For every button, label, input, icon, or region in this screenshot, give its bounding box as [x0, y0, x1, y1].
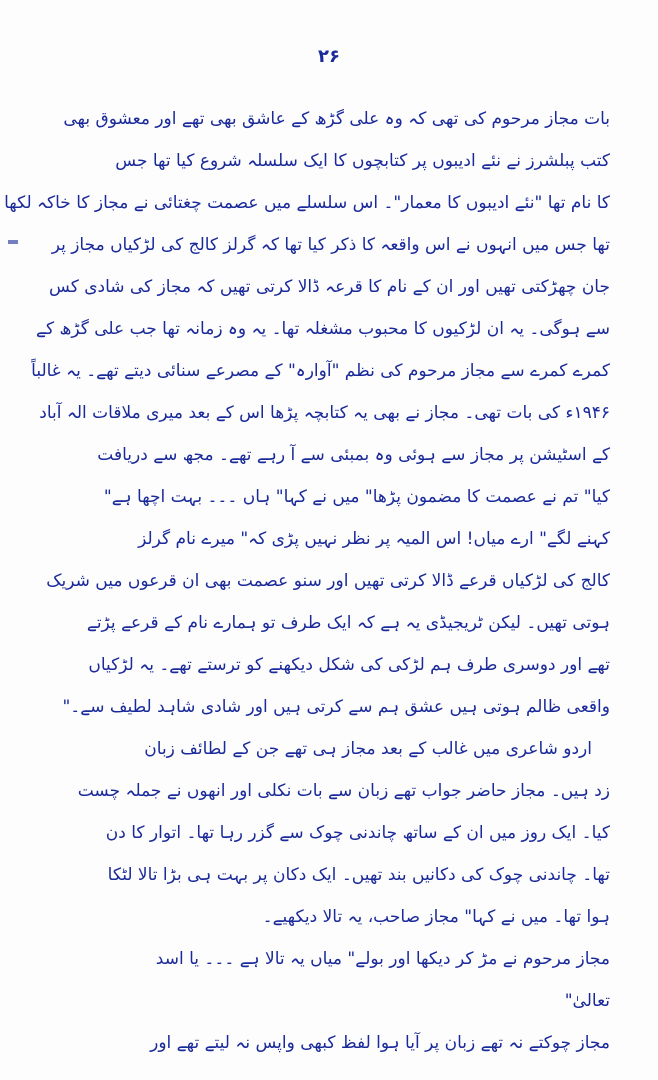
text-line: بات مجاز مرحوم کی تھی کہ وہ علی گڑھ کے عاشق بھی تھے اور معشوق بھی [63, 109, 610, 129]
text-line: تھا جس میں انہوں نے اس واقعہ کا ذکر کیا تھا کہ گرلز کالج کی لڑکیاں مجاز پر [51, 235, 610, 255]
text-line: کہنے لگے" ارے میاں! اس المیہ پر نظر نہیں پڑی کہ" میرے نام گرلز [138, 529, 610, 549]
page-number: ۲۶ [318, 46, 340, 67]
text-line: تھا۔ چاندنی چوک کی دکانیں بند تھیں۔ ایک دکان پر بہت ہی بڑا تالا لٹکا [107, 865, 610, 885]
text-line: ہوتی تھیں۔ لیکن ٹریجیڈی یہ ہے کہ ایک طرف تو ہمارے نام کے قرعے پڑتے [86, 613, 610, 633]
text-line: واقعی ظالم ہوتی ہیں عشق ہم سے کرتی ہیں اور شادی شاہد لطیف سے۔" [62, 697, 610, 717]
text-line: تھے اور دوسری طرف ہم لڑکی کی شکل دیکھنے کو ترستے تھے۔ یہ لڑکیاں [88, 655, 610, 675]
text-line: کتب پبلشرز نے نئے ادیبوں پر کتابچوں کا ایک سلسلہ شروع کیا تھا جس [115, 151, 610, 171]
text-line: تعالیٰ" [564, 991, 610, 1011]
body-text [4, 98, 610, 1064]
text-line: زد ہیں۔ مجاز حاضر جواب تھے زبان سے بات نکلی اور انھوں نے جملہ چست [77, 781, 610, 801]
text-line: کیا۔ ایک روز میں ان کے ساتھ چاندنی چوک سے گزر رہا تھا۔ اتوار کا دن [105, 823, 610, 843]
text-line: کمرے کمرے سے مجاز مرحوم کی نظم "آوارہ" کے مصرعے سنائی دیتے تھے۔ یہ غالباً [31, 361, 610, 381]
text-line: کا نام تھا "نئے ادیبوں کا معمار"۔ اس سلسلے میں عصمت چغتائی نے مجاز کا خاکہ لکھا [4, 193, 610, 213]
text-line: کے اسٹیشن پر مجاز سے ہوئی وہ بمبئی سے آ رہے تھے۔ مجھ سے دریافت [97, 445, 610, 465]
text-line: سے ہوگی۔ یہ ان لڑکیوں کا محبوب مشغلہ تھا۔ یہ وہ زمانہ تھا جب علی گڑھ کے [36, 319, 610, 339]
text-line: کیا" تم نے عصمت کا مضمون پڑھا" میں نے کہا" ہاں ۔۔۔ بہت اچھا ہے" [103, 487, 610, 507]
text-line: مجاز مرحوم نے مڑ کر دیکھا اور بولے" میاں یہ تالا ہے ۔۔۔ یا اسد [155, 949, 610, 969]
margin-mark [8, 240, 18, 244]
paragraph-start-line: اردو شاعری میں غالب کے بعد مجاز ہی تھے جن کے لطائف زبان [144, 739, 592, 759]
text-line: مجاز چوکتے نہ تھے زبان پر آیا ہوا لفظ کبھی واپس نہ لیتے تھے اور [150, 1033, 610, 1053]
text-line: ۱۹۴۶ء کی بات تھی۔ مجاز نے بھی یہ کتابچہ پڑھا اس کے بعد میری ملاقات الہ آباد [39, 403, 610, 423]
text-line: ہوا تھا۔ میں نے کہا" مجاز صاحب، یہ تالا دیکھیے۔ [262, 907, 610, 927]
text-line: کالج کی لڑکیاں قرعے ڈالا کرتی تھیں اور سنو عصمت بھی ان قرعوں میں شریک [46, 571, 610, 591]
text-line: جان چھڑکتی تھیں اور ان کے نام کا قرعہ ڈالا کرتی تھیں کہ مجاز کی شادی کس [49, 277, 610, 297]
